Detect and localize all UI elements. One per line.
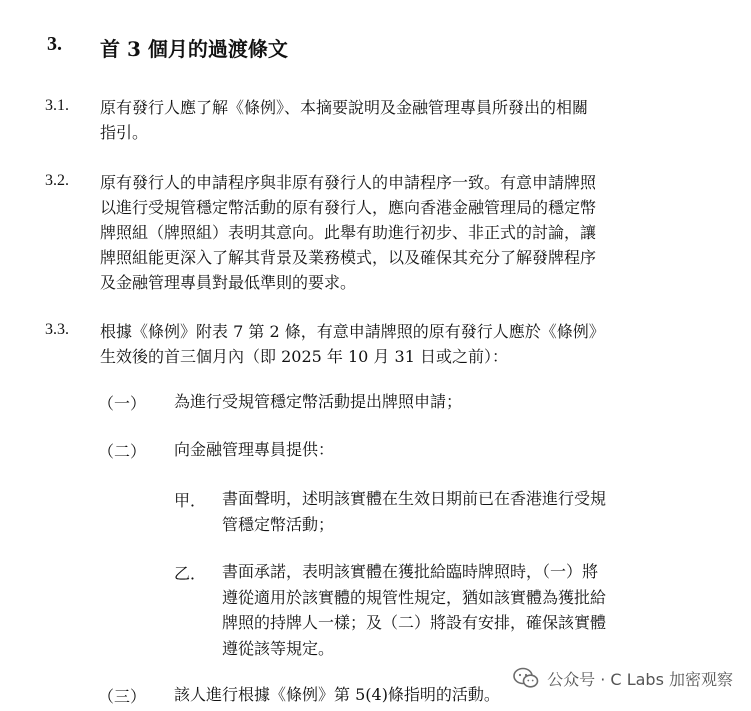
sub-item-line: 遵從該等規定。: [222, 638, 335, 658]
sub-item-line: 管穩定幣活動；: [222, 514, 335, 534]
list-marker: （一）: [98, 394, 147, 413]
paragraph-line: 原有發行人的申請程序與非原有發行人的申請程序一致。有意申請牌照: [100, 173, 597, 192]
list-item: [174, 389, 644, 415]
watermark-text: 公众号 · C Labs 加密观察: [547, 669, 733, 689]
paragraph-line: 牌照組能更深入了解其背景及業務模式，以及確保其充分了解發牌程序: [100, 248, 597, 267]
list-item-line: 向金融管理專員提供：: [174, 440, 335, 459]
paragraph-line: 生效後的首三個月內（即 2025 年 10 月 31 日或之前）：: [100, 347, 508, 366]
sub-item-line: 書面聲明，述明該實體在生效日期前已在香港進行受規: [222, 489, 607, 508]
paragraph-line: 根據《條例》附表 7 第 2 條，有意申請牌照的原有發行人應於《條例》: [100, 322, 605, 341]
paragraph-3-3: [100, 319, 680, 369]
sub-item-marker: 乙．: [174, 564, 207, 583]
paragraph-line: 牌照組（牌照組）表明其意向。此舉有助進行初步、非正式的討論，讓: [100, 223, 597, 242]
sub-item-line: 遵從適用於該實體的規管性規定，猶如該實體為獲批給: [222, 587, 607, 607]
list-item-line: 該人進行根據《條例》第 5(4)條指明的活動。: [174, 685, 500, 704]
list-marker: （三）: [98, 687, 147, 706]
paragraph-number: 3.2.: [45, 172, 69, 189]
sub-item: [222, 486, 692, 537]
wechat-icon: [513, 667, 539, 689]
paragraph-line: 以進行受規管穩定幣活動的原有發行人，應向香港金融管理局的穩定幣: [100, 198, 597, 217]
section-number: 3.: [47, 33, 62, 55]
paragraph-3-1: [100, 95, 680, 145]
paragraph-number: 3.1.: [45, 97, 69, 114]
list-item-line: 為進行受規管穩定幣活動提出牌照申請；: [174, 392, 463, 411]
sub-item: [222, 559, 692, 661]
watermark: [513, 664, 733, 692]
sub-item-marker: 甲．: [174, 491, 207, 510]
paragraph-line: 及金融管理專員對最低準則的要求。: [100, 273, 357, 292]
list-marker: （二）: [98, 442, 147, 461]
paragraph-number: 3.3.: [45, 321, 69, 338]
paragraph-3-2: [100, 170, 680, 295]
paragraph-line: 原有發行人應了解《條例》、本摘要說明及金融管理專員所發出的相關: [100, 98, 589, 117]
list-item: [174, 437, 644, 463]
paragraph-line: 指引。: [100, 123, 149, 142]
sub-item-line: 書面承諾，表明該實體在獲批給臨時牌照時，（一）將: [222, 562, 599, 581]
sub-item-line: 牌照的持牌人一樣；及（二）將設有安排，確保該實體: [222, 613, 607, 632]
section-title: 首 3 個月的過渡條文: [100, 37, 288, 61]
